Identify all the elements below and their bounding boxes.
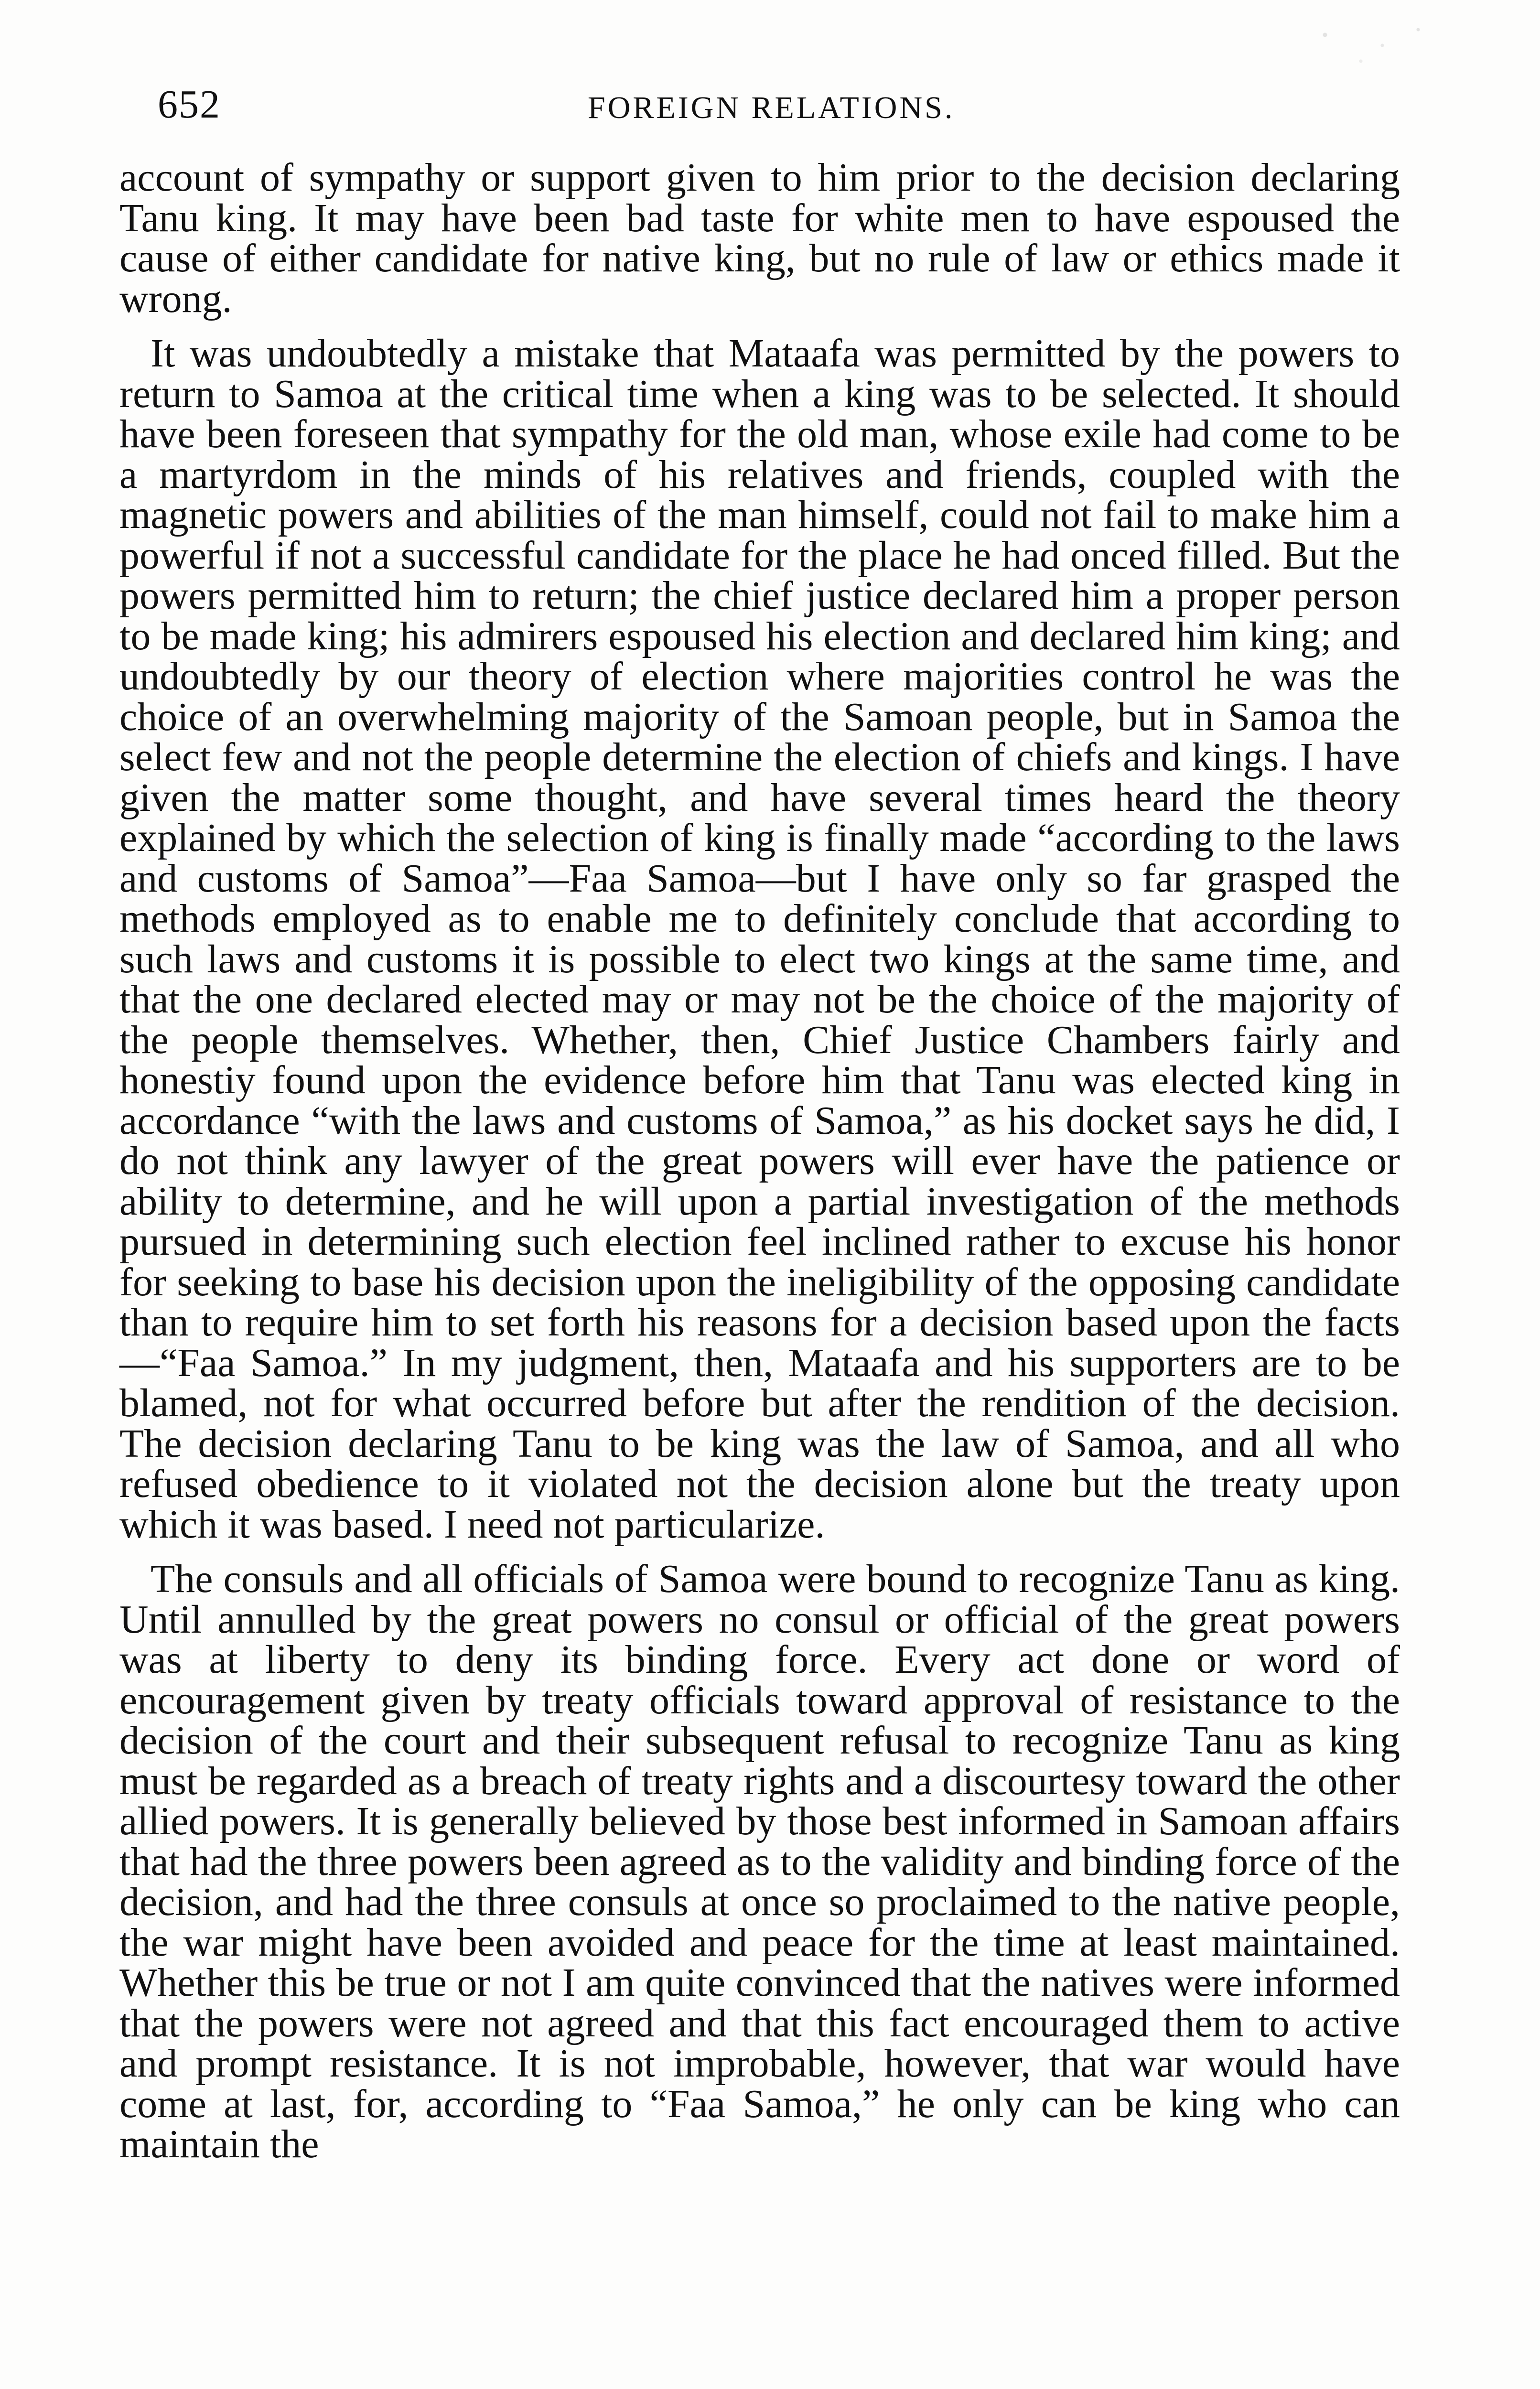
body-text: [119, 155, 1400, 2166]
page-header: [158, 72, 1381, 134]
paragraph-consuls: The consuls and all officials of Samoa were bound to recognize Tanu as king. Until annulled by the great powers no consul or official of the great powers was at liberty to deny its binding force. Every act done or word of encouragement given by treaty officials toward approval of resistance to the decision of the court and their subsequent refusal to recognize Tanu as king must be regarded as a breach of treaty rights and a discourtesy toward the other allied powers. It is generally believed by those best informed in Samoan affairs that had the three powers been agreed as to the validity and binding force of the decision, and had the three consuls at once so proclaimed to the native people, the war might have been avoided and peace for the time at least maintained. Whether this be true or not I am quite convinced that the natives were informed that the powers were not agreed and that this fact encouraged them to active and prompt resistance. It is not improbable, however, that war would have come at last, for, according to “Faa Samoa,” he only can be king who can maintain the: [119, 1557, 1400, 2166]
paragraph-continued: account of sympathy or support given to him prior to the decision declaring Tanu king. It may have been bad taste for white men to have espoused the cause of either candidate for native king, but no rule of law or ethics made it wrong.: [119, 155, 1400, 321]
running-head: FOREIGN RELATIONS.: [588, 90, 955, 125]
paragraph-mataafa: It was undoubtedly a mistake that Mataafa was permitted by the powers to return to Samoa at the critical time when a king was to be selected. It should have been foreseen that sympathy for the old man, whose exile had come to be a martyrdom in the minds of his relatives and friends, coupled with the magnetic powers and abilities of the man himself, could not fail to make him a powerful if not a successful candidate for the place he had onced filled. But the powers permitted him to return; the chief justice declared him a proper person to be made king; his admirers espoused his election and declared him king; and undoubtedly by our theory of election where majorities control he was the choice of an overwhelming majority of the Samoan people, but in Samoa the select few and not the people determine the election of chiefs and kings. I have given the matter some thought, and have several times heard the theory explained by which the selection of king is finally made “according to the laws and customs of Samoa”—Faa Samoa—but I have only so far grasped the methods employed as to enable me to definitely conclude that according to such laws and customs it is possible to elect two kings at the same time, and that the one declared elected may or may not be the choice of the majority of the people themselves. Whether, then, Chief Justice Chambers fairly and honestiy found upon the evidence before him that Tanu was elected king in accordance “with the laws and customs of Samoa,” as his docket says he did, I do not think any lawyer of the great powers will ever have the patience or ability to determine, and he will upon a partial investigation of the methods pursued in determining such election feel inclined rather to excuse his honor for seeking to base his decision upon the ineligibility of the opposing candidate than to require him to set forth his reasons for a decision based upon the facts—“Faa Samoa.” In my judgment, then, Mataafa and his supporters are to be blamed, not for what occurred before but after the rendition of the decision. The decision declaring Tanu to be king was the law of Samoa, and all who refused obedience to it violated not the decision alone but the treaty upon which it was based. I need not particularize.: [119, 331, 1400, 1547]
paper-speckle: [1296, 19, 1440, 72]
page-number: 652: [158, 82, 221, 127]
